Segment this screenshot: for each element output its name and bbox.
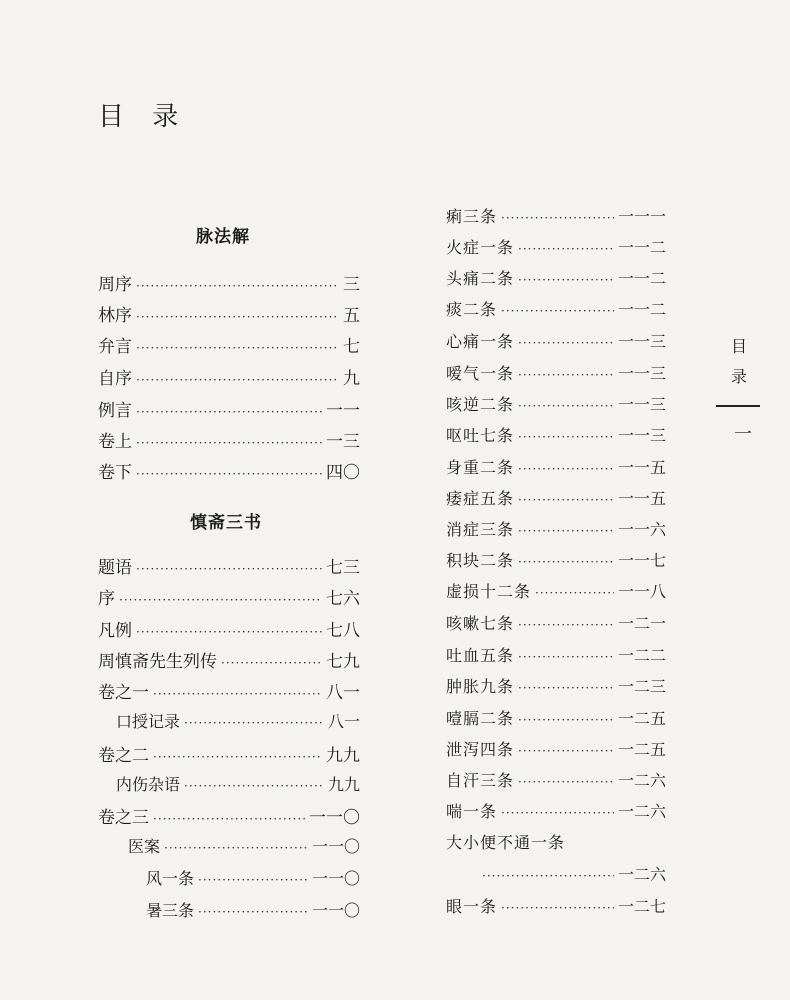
leader-dots [482,869,614,883]
leader-dots [136,373,339,387]
leader-dots [518,242,614,256]
toc-entry[interactable]: 火症一条 ····· 一一二 [446,235,666,259]
leader-dots [136,562,322,576]
toc-entry[interactable]: 卷之二 ····· 九九 [98,741,360,765]
toc-entry[interactable]: 痢三条 ····· 一一一 [446,204,666,228]
leader-dots [198,873,308,887]
section-heading-maifajie: 脉法解 [196,227,250,247]
toc-entry[interactable]: 周序 ····· 三 [98,270,360,294]
toc-entry[interactable]: 痰二条 ····· 一一二 [446,297,666,321]
toc-entry[interactable]: 卷之一 ····· 八一 [98,678,360,702]
toc-entry-continued[interactable]: ····· 一二六 [478,862,666,886]
toc-entry[interactable]: 头痛二条 ····· 一一二 [446,266,666,290]
leader-dots [518,775,614,789]
leader-dots [518,681,614,695]
toc-entry[interactable]: 心痛一条 ····· 一一三 [446,329,666,353]
leader-dots [518,430,614,444]
leader-dots [136,310,339,324]
toc-entry[interactable]: 卷下 ····· 四〇 [98,458,360,482]
leader-dots [518,650,614,664]
leader-dots [153,687,322,701]
page-number: 一 [734,424,752,445]
toc-entry[interactable]: 卷上 ····· 一三 [98,427,360,451]
toc-entry[interactable]: 虚损十二条 ····· 一一八 [446,579,666,603]
toc-entry[interactable]: 眼一条 ····· 一二七 [446,894,666,918]
leader-dots [518,368,614,382]
leader-dots [518,273,614,287]
page-title: 目 录 [98,102,189,132]
toc-entry[interactable]: 痿症五条 ····· 一一五 [446,486,666,510]
toc-entry[interactable]: 大小便不通一条 [446,833,566,852]
toc-entry[interactable]: 序 ····· 七六 [98,584,360,608]
leader-dots [518,336,614,350]
toc-entry[interactable]: 吐血五条 ····· 一二二 [446,643,666,667]
leader-dots [518,493,614,507]
toc-entry[interactable]: 口授记录 ····· 八一 [116,709,360,733]
leader-dots [136,279,339,293]
leader-dots [119,593,322,607]
toc-entry[interactable]: 风一条 ····· 一一〇 [146,866,360,890]
toc-entry[interactable]: 消症三条 ····· 一一六 [446,517,666,541]
toc-entry[interactable]: 嗳气一条 ····· 一一三 [446,361,666,385]
leader-dots [518,618,614,632]
toc-entry[interactable]: 医案 ····· 一一〇 [128,834,360,858]
leader-dots [136,467,322,481]
margin-divider [716,405,760,407]
toc-entry[interactable]: 身重二条 ····· 一一五 [446,455,666,479]
toc-entry[interactable]: 喘一条 ····· 一二六 [446,799,666,823]
leader-dots [184,779,324,793]
toc-entry[interactable]: 内伤杂语 ····· 九九 [116,772,360,796]
leader-dots [164,841,308,855]
leader-dots [518,555,614,569]
leader-dots [535,586,614,600]
toc-entry[interactable]: 题语 ····· 七三 [98,553,360,577]
toc-entry[interactable]: 咳逆二条 ····· 一一三 [446,392,666,416]
toc-entry[interactable]: 弁言 ····· 七 [98,332,360,356]
leader-dots [501,304,614,318]
toc-entry[interactable]: 自序 ····· 九 [98,364,360,388]
toc-entry[interactable]: 咳嗽七条 ····· 一二一 [446,611,666,635]
leader-dots [501,806,614,820]
toc-entry[interactable]: 凡例 ····· 七八 [98,616,360,640]
toc-entry[interactable]: 暑三条 ····· 一一〇 [146,898,360,922]
leader-dots [518,744,614,758]
leader-dots [518,713,614,727]
leader-dots [501,901,614,915]
toc-entry[interactable]: 泄泻四条 ····· 一二五 [446,737,666,761]
section-heading-shenzhaisanshu: 慎斋三书 [190,513,262,533]
toc-entry[interactable]: 卷之三 ····· 一一〇 [98,803,360,827]
toc-entry[interactable]: 积块二条 ····· 一一七 [446,548,666,572]
toc-entry[interactable]: 自汗三条 ····· 一二六 [446,768,666,792]
leader-dots [136,625,322,639]
leader-dots [501,211,614,225]
toc-entry[interactable]: 肿胀九条 ····· 一二三 [446,674,666,698]
leader-dots [136,436,322,450]
leader-dots [221,656,322,670]
leader-dots [518,462,614,476]
toc-entry[interactable]: 呕吐七条 ····· 一一三 [446,423,666,447]
leader-dots [153,750,322,764]
leader-dots [184,716,324,730]
leader-dots [136,405,322,419]
toc-entry[interactable]: 噎膈二条 ····· 一二五 [446,706,666,730]
leader-dots [518,524,614,538]
leader-dots [136,341,339,355]
leader-dots [518,399,614,413]
leader-dots [153,812,305,826]
toc-entry[interactable]: 林序 ····· 五 [98,301,360,325]
toc-entry[interactable]: 周慎斋先生列传 ····· 七九 [98,647,360,671]
toc-entry[interactable]: 例言 ····· 一一 [98,396,360,420]
leader-dots [198,905,308,919]
margin-section-label: 目 录 [730,337,747,386]
